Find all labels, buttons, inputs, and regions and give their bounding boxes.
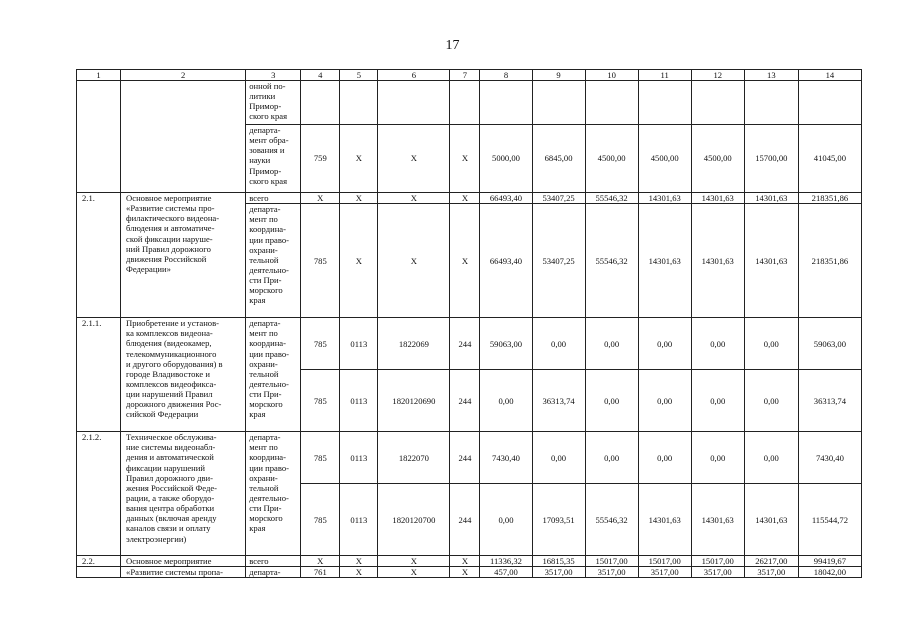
value-cell: 26217,00 [744, 556, 798, 567]
value-cell: 36313,74 [798, 370, 861, 432]
value-cell: 55546,32 [585, 193, 638, 204]
value-cell: 0,00 [744, 432, 798, 484]
value-cell: 0,00 [532, 432, 585, 484]
value-cell: 17093,51 [532, 484, 585, 556]
value-cell: 14301,63 [691, 204, 744, 318]
code-cell [77, 81, 121, 193]
value-cell: 55546,32 [585, 484, 638, 556]
value-cell: X [378, 556, 450, 567]
value-cell: 0113 [340, 370, 378, 432]
value-cell: 6845,00 [532, 125, 585, 193]
executor-cell: всего [246, 193, 301, 204]
description-cell: Основное мероприятие «Развитие системы про- филактического видеона- блюдения и автоматиче- ской фиксации наруше- ний Правил дорожного движения Российской Федерации» [121, 193, 246, 318]
value-cell: 0,00 [585, 432, 638, 484]
value-cell: 0,00 [585, 318, 638, 370]
value-cell: X [450, 204, 480, 318]
value-cell: 4500,00 [585, 125, 638, 193]
header-cell: 1 [77, 70, 121, 81]
value-cell: X [340, 567, 378, 578]
executor-cell: департа- мент по координа- ции право- охрани- тельной деятельно- сти При- морского края [246, 318, 301, 432]
value-cell: 244 [450, 484, 480, 556]
value-cell: 218351,86 [798, 193, 861, 204]
value-cell: 0113 [340, 318, 378, 370]
value-cell: X [450, 125, 480, 193]
header-cell: 10 [585, 70, 638, 81]
value-cell: 3517,00 [744, 567, 798, 578]
value-cell: 3517,00 [532, 567, 585, 578]
header-cell: 3 [246, 70, 301, 81]
executor-cell: департа- мент по координа- ции право- охрани- тельной деятельно- сти При- морского края [246, 432, 301, 556]
value-cell: 0,00 [691, 432, 744, 484]
header-cell: 9 [532, 70, 585, 81]
value-cell: 41045,00 [798, 125, 861, 193]
value-cell: 7430,40 [798, 432, 861, 484]
value-cell: 14301,63 [744, 193, 798, 204]
header-cell: 7 [450, 70, 480, 81]
table-row [77, 432, 862, 484]
value-cell: 785 [301, 318, 340, 370]
value-cell: X [301, 556, 340, 567]
value-cell: 15700,00 [744, 125, 798, 193]
value-cell: 0,00 [691, 318, 744, 370]
value-cell: 59063,00 [480, 318, 532, 370]
executor-cell: онной по- литики Примор- ского края [246, 81, 301, 125]
table-row [77, 81, 862, 125]
header-row [77, 70, 862, 81]
value-cell: X [450, 567, 480, 578]
header-cell: 8 [480, 70, 532, 81]
description-cell: Приобретение и установ- ка комплексов видеона- блюдения (видеокамер, телекоммуникационного и другого оборудования) в городе Владивостоке и комплексов видеофикса- ции нарушений Правил дорожного движения Рос- сийской Федерации [121, 318, 246, 432]
table-row [77, 193, 862, 204]
value-cell: 0,00 [638, 318, 691, 370]
value-cell: 15017,00 [691, 556, 744, 567]
value-cell: 11336,32 [480, 556, 532, 567]
value-cell: X [340, 193, 378, 204]
executor-cell: департа- мент по координа- ции право- охрани- тельной деятельно- сти При- морского края [246, 204, 301, 318]
value-cell: X [378, 567, 450, 578]
code-cell: 2.1. [77, 193, 121, 318]
value-cell: 759 [301, 125, 340, 193]
value-cell: X [450, 193, 480, 204]
value-cell: 53407,25 [532, 204, 585, 318]
value-cell: 3517,00 [691, 567, 744, 578]
value-cell: 36313,74 [532, 370, 585, 432]
value-cell: 1820120690 [378, 370, 450, 432]
executor-cell: департа- мент обра- зования и науки Примор- ского края [246, 125, 301, 193]
value-cell: 14301,63 [638, 484, 691, 556]
executor-cell: департа- [246, 567, 301, 578]
value-cell: X [340, 125, 378, 193]
value-cell: 14301,63 [638, 193, 691, 204]
value-cell: X [378, 193, 450, 204]
header-cell: 11 [638, 70, 691, 81]
value-cell: 53407,25 [532, 193, 585, 204]
value-cell: X [378, 204, 450, 318]
value-cell: 66493,40 [480, 204, 532, 318]
budget-table [76, 69, 862, 578]
value-cell: 16815,35 [532, 556, 585, 567]
value-cell: 1820120700 [378, 484, 450, 556]
value-cell: 4500,00 [638, 125, 691, 193]
code-cell: 2.1.1. [77, 318, 121, 432]
value-cell: 1822070 [378, 432, 450, 484]
page-number: 17 [445, 38, 460, 53]
value-cell: X [450, 556, 480, 567]
value-cell: 244 [450, 318, 480, 370]
value-cell: 785 [301, 484, 340, 556]
header-cell: 14 [798, 70, 861, 81]
value-cell: X [340, 204, 378, 318]
value-cell: 218351,86 [798, 204, 861, 318]
code-cell: 2.2. [77, 556, 121, 567]
value-cell: 14301,63 [691, 193, 744, 204]
value-cell: 0,00 [532, 318, 585, 370]
value-cell: 457,00 [480, 567, 532, 578]
table-row [77, 556, 862, 567]
value-cell: 0,00 [585, 370, 638, 432]
value-cell: 0,00 [638, 432, 691, 484]
value-cell: 99419,67 [798, 556, 861, 567]
value-cell: X [378, 125, 450, 193]
header-cell: 2 [121, 70, 246, 81]
value-cell: 0,00 [480, 370, 532, 432]
header-cell: 4 [301, 70, 340, 81]
value-cell: 761 [301, 567, 340, 578]
value-cell: 14301,63 [744, 484, 798, 556]
value-cell: 244 [450, 370, 480, 432]
value-cell: 785 [301, 204, 340, 318]
code-cell: 2.1.2. [77, 432, 121, 556]
value-cell: 0,00 [691, 370, 744, 432]
value-cell: 5000,00 [480, 125, 532, 193]
value-cell: 3517,00 [585, 567, 638, 578]
header-cell: 13 [744, 70, 798, 81]
value-cell: 0,00 [638, 370, 691, 432]
value-cell: 785 [301, 432, 340, 484]
description-cell: «Развитие системы пропа- [121, 567, 246, 578]
value-cell: 0,00 [744, 370, 798, 432]
header-cell: 12 [691, 70, 744, 81]
value-cell: 0,00 [480, 484, 532, 556]
value-cell: 18042,00 [798, 567, 861, 578]
description-cell [121, 81, 246, 193]
value-cell: 14301,63 [744, 204, 798, 318]
value-cell: 7430,40 [480, 432, 532, 484]
value-cell: X [340, 556, 378, 567]
value-cell: 0,00 [744, 318, 798, 370]
code-cell [77, 567, 121, 578]
value-cell: X [301, 193, 340, 204]
value-cell: 15017,00 [638, 556, 691, 567]
value-cell: 4500,00 [691, 125, 744, 193]
value-cell: 3517,00 [638, 567, 691, 578]
value-cell: 1822069 [378, 318, 450, 370]
value-cell: 785 [301, 370, 340, 432]
header-cell: 5 [340, 70, 378, 81]
executor-cell: всего [246, 556, 301, 567]
value-cell: 0113 [340, 432, 378, 484]
table-row [77, 567, 862, 578]
value-cell: 59063,00 [798, 318, 861, 370]
description-cell: Техническое обслужива- ние системы видеонабл- дения и автоматической фиксации нарушений Правил дорожного дви- жения Российской Феде- рации, а также оборудо- вания центра обработки данных (включая аренду каналов связи и оплату электроэнергии) [121, 432, 246, 556]
value-cell: 55546,32 [585, 204, 638, 318]
value-cell: 244 [450, 432, 480, 484]
description-cell: Основное мероприятие [121, 556, 246, 567]
table-row [77, 318, 862, 370]
value-cell: 15017,00 [585, 556, 638, 567]
value-cell: 0113 [340, 484, 378, 556]
value-cell: 14301,63 [638, 204, 691, 318]
header-cell: 6 [378, 70, 450, 81]
value-cell: 14301,63 [691, 484, 744, 556]
value-cell: 115544,72 [798, 484, 861, 556]
value-cell: 66493,40 [480, 193, 532, 204]
